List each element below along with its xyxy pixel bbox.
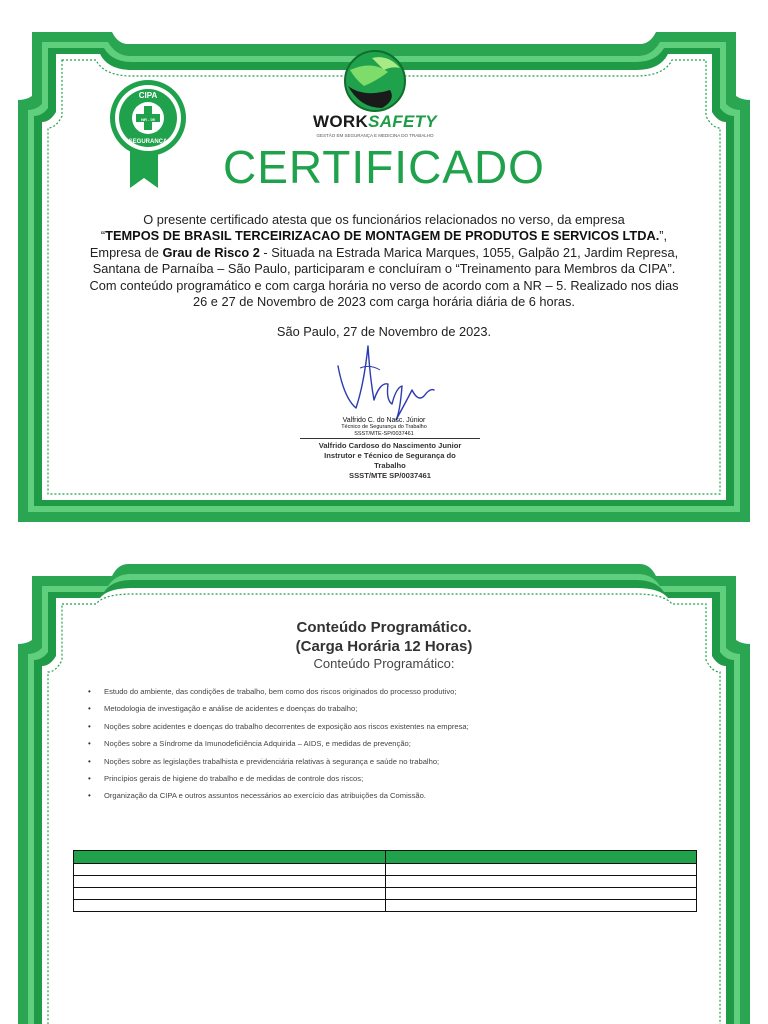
badge-top-text: CIPA bbox=[138, 91, 158, 100]
body-line-3 bbox=[50, 245, 718, 261]
table-row bbox=[74, 888, 697, 900]
issue-date: São Paulo, 27 de Novembro de 2023. bbox=[276, 324, 492, 339]
signatory-block bbox=[290, 441, 490, 481]
stamp-registration: SSST/MTE-SP/0037461 bbox=[354, 430, 414, 437]
list-item: • Noções sobre as legislações trabalhista e previdenciária relativas à segurança e saúde no trabalho; bbox=[88, 756, 708, 773]
table-cell bbox=[385, 888, 697, 900]
content-subtitle: Conteúdo Programático: bbox=[313, 656, 455, 671]
signatory-role-2: Trabalho bbox=[374, 461, 406, 470]
signatory-name: Valfrido Cardoso do Nascimento Junior bbox=[318, 441, 462, 450]
handwritten-signature bbox=[330, 338, 450, 422]
body-line-5: Com conteúdo programático e com carga horária no verso de acordo com a NR – 5. Realizado nos dias bbox=[89, 277, 679, 293]
content-title-line-2: (Carga Horária 12 Horas) bbox=[295, 638, 473, 655]
stamp-role: Técnico de Segurança do Trabalho bbox=[341, 424, 427, 431]
certificate-title: CERTIFICADO bbox=[223, 141, 545, 193]
signature-line bbox=[300, 438, 480, 439]
body-line-6: 26 e 27 de Novembro de 2023 com carga horária diária de 6 horas. bbox=[192, 294, 575, 310]
stamp-name: Valfrido C. do Nasc. Júnior bbox=[342, 417, 426, 424]
badge-bottom-text: SEGURANÇA bbox=[128, 139, 168, 145]
quote-close: ”, bbox=[659, 228, 668, 244]
risk-prefix: Empresa de bbox=[89, 244, 163, 260]
list-item: • Noções sobre a Síndrome da Imunodeficiência Adquirida – AIDS, e medidas de prevenção; bbox=[88, 738, 708, 755]
table-header-cell bbox=[385, 851, 697, 864]
company-name: TEMPOS DE BRASIL TERCEIRIZACAO DE MONTAGEM DE PRODUTOS E SERVICOS LTDA. bbox=[105, 228, 660, 244]
table-header-row bbox=[74, 851, 697, 864]
signature-stamp bbox=[328, 418, 440, 437]
table-cell bbox=[385, 900, 697, 912]
signatory-role-1: Instrutor e Técnico de Segurança do bbox=[324, 451, 456, 460]
body-line-4: Santana de Parnaíba – São Paulo, participaram e concluíram o “Treinamento para Membros da CIPA”. bbox=[92, 261, 676, 277]
logo-word-safety: SAFETY bbox=[368, 112, 437, 131]
quote-open: “ bbox=[100, 228, 106, 244]
table-cell bbox=[74, 888, 386, 900]
risk-grade: Grau de Risco 2 bbox=[162, 244, 260, 260]
table-cell bbox=[74, 864, 386, 876]
logo-wordmark bbox=[300, 112, 450, 132]
list-item: • Estudo do ambiente, das condições de trabalho, bem como dos riscos originados do processo produtivo; bbox=[88, 686, 708, 703]
signatory-registration: SSST/MTE SP/0037461 bbox=[349, 471, 431, 480]
table-cell bbox=[74, 900, 386, 912]
content-list bbox=[88, 686, 708, 808]
globe-icon bbox=[342, 50, 408, 112]
participants-table bbox=[73, 850, 697, 912]
worksafety-logo bbox=[300, 50, 450, 140]
body-line-1: O presente certificado atesta que os funcionários relacionados no verso, da empresa bbox=[143, 212, 625, 227]
list-item: • Metodologia de investigação e análise de acidentes e doenças do trabalho; bbox=[88, 703, 708, 720]
table-row bbox=[74, 900, 697, 912]
list-item: • Organização da CIPA e outros assuntos necessários ao exercício das atribuições da Comissão. bbox=[88, 790, 708, 807]
content-title bbox=[0, 618, 768, 656]
table-cell bbox=[74, 876, 386, 888]
table-cell bbox=[385, 876, 697, 888]
table-row bbox=[74, 864, 697, 876]
table-header-cell bbox=[74, 851, 386, 864]
list-item: • Noções sobre acidentes e doenças do trabalho decorrentes de exposição aos riscos existentes na empresa; bbox=[88, 721, 708, 738]
logo-word-work: WORK bbox=[313, 112, 369, 131]
badge-middle-text: NR - 05 bbox=[141, 117, 155, 122]
certificate-body bbox=[50, 212, 718, 310]
logo-tagline: GESTÃO EM SEGURANÇA E MEDICINA DO TRABALHO bbox=[316, 133, 434, 138]
content-title-line-1: Conteúdo Programático. bbox=[296, 619, 472, 636]
address-text: - Situada na Estrada Marica Marques, 1055, Galpão 21, Jardim Represa, bbox=[259, 244, 679, 260]
table-cell bbox=[385, 864, 697, 876]
table-row bbox=[74, 876, 697, 888]
list-item: • Princípios gerais de higiene do trabalho e de medidas de controle dos riscos; bbox=[88, 773, 708, 790]
body-line-2 bbox=[50, 228, 718, 244]
